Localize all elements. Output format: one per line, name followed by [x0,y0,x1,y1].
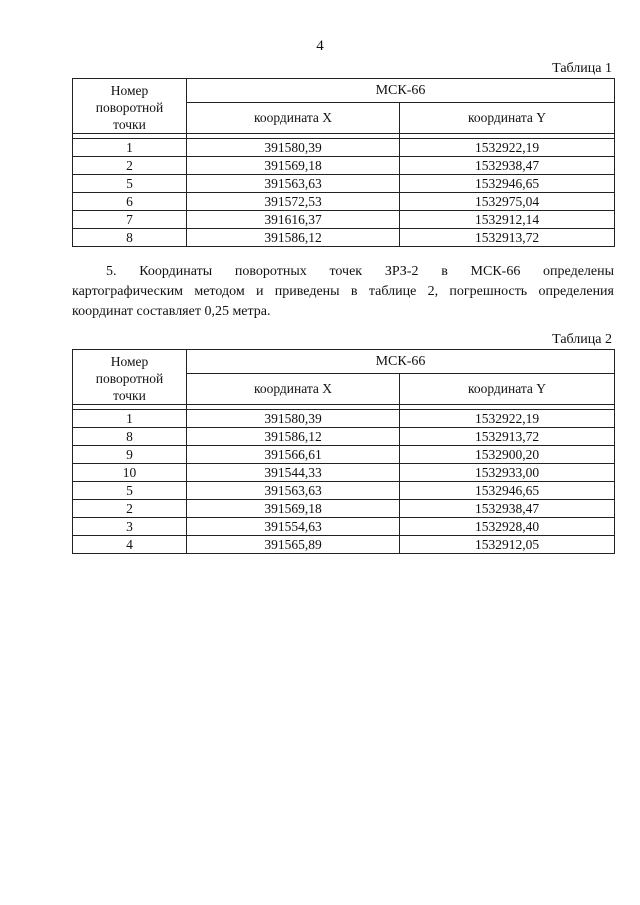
x-coordinate-cell: 391565,89 [187,536,400,554]
table-row [73,175,615,193]
x-coordinate-cell: 391563,63 [187,175,400,193]
point-number-cell: 7 [73,211,187,229]
table-2-caption: Таблица 2 [552,332,612,347]
x-coordinate-header: координата X [187,374,400,405]
y-coordinate-cell: 1532900,20 [400,446,615,464]
point-number-cell: 6 [73,193,187,211]
coordinates-table-1 [72,78,615,247]
point-number-header-line: точки [113,117,146,132]
table-row [73,229,615,247]
x-coordinate-cell: 391566,61 [187,446,400,464]
point-number-cell: 8 [73,428,187,446]
table-row [73,518,615,536]
point-number-cell: 9 [73,446,187,464]
paragraph-5 [72,262,614,322]
x-coordinate-cell: 391569,18 [187,500,400,518]
point-number-header [73,79,187,134]
point-number-cell: 2 [73,500,187,518]
x-coordinate-cell: 391580,39 [187,139,400,157]
table-row [73,428,615,446]
y-coordinate-cell: 1532913,72 [400,428,615,446]
y-coordinate-cell: 1532946,65 [400,175,615,193]
x-coordinate-cell: 391580,39 [187,410,400,428]
point-number-cell: 1 [73,139,187,157]
paragraph-first-line: 5. Координаты поворотных точек ЗРЗ-2 в МСК-66 определены [106,264,614,279]
point-number-cell: 3 [73,518,187,536]
x-coordinate-header: координата X [187,103,400,134]
y-coordinate-cell: 1532946,65 [400,482,615,500]
x-coordinate-cell: 391586,12 [187,428,400,446]
point-number-header-line: Номер [110,83,149,98]
point-number-cell: 5 [73,175,187,193]
y-coordinate-cell: 1532922,19 [400,410,615,428]
y-coordinate-cell: 1532975,04 [400,193,615,211]
coordinates-table-2 [72,349,615,554]
y-coordinate-cell: 1532928,40 [400,518,615,536]
point-number-cell: 10 [73,464,187,482]
table-row [73,464,615,482]
table-row [73,536,615,554]
point-number-header-line: Номер [110,354,149,369]
x-coordinate-cell: 391544,33 [187,464,400,482]
y-coordinate-cell: 1532913,72 [400,229,615,247]
table-row [73,410,615,428]
table-row [73,139,615,157]
table-row [73,500,615,518]
table-row [73,157,615,175]
x-coordinate-cell: 391616,37 [187,211,400,229]
point-number-header [73,350,187,405]
y-coordinate-header: координата Y [400,374,615,405]
coordinate-system-header: МСК-66 [187,79,615,103]
x-coordinate-cell: 391586,12 [187,229,400,247]
point-number-cell: 5 [73,482,187,500]
point-number-cell: 1 [73,410,187,428]
y-coordinate-header: координата Y [400,103,615,134]
point-number-header-line: поворотной [95,100,164,115]
page-number: 4 [316,38,324,54]
x-coordinate-cell: 391563,63 [187,482,400,500]
point-number-cell: 8 [73,229,187,247]
table-row [73,193,615,211]
point-number-header-line: точки [113,388,146,403]
table-row [73,446,615,464]
y-coordinate-cell: 1532938,47 [400,500,615,518]
coordinate-system-header: МСК-66 [187,350,615,374]
table-row [73,211,615,229]
point-number-cell: 2 [73,157,187,175]
table-1-caption: Таблица 1 [552,61,612,76]
y-coordinate-cell: 1532912,05 [400,536,615,554]
x-coordinate-cell: 391554,63 [187,518,400,536]
table-row [73,482,615,500]
x-coordinate-cell: 391572,53 [187,193,400,211]
y-coordinate-cell: 1532933,00 [400,464,615,482]
x-coordinate-cell: 391569,18 [187,157,400,175]
point-number-cell: 4 [73,536,187,554]
point-number-header-line: поворотной [95,371,164,386]
y-coordinate-cell: 1532922,19 [400,139,615,157]
y-coordinate-cell: 1532938,47 [400,157,615,175]
paragraph-rest: картографическим методом и приведены в таблице 2, погрешность определения координат составляет 0,25 метра. [72,284,614,319]
y-coordinate-cell: 1532912,14 [400,211,615,229]
